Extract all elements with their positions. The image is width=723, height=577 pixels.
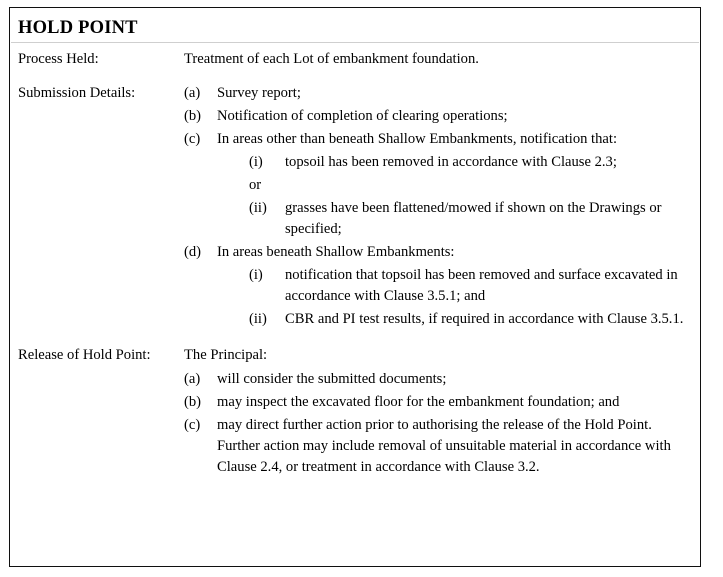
sublist-d: [217, 265, 686, 330]
row-value-process-held: [184, 49, 700, 70]
hold-point-content: [10, 49, 700, 480]
page-title: HOLD POINT: [18, 18, 138, 38]
sublist-item: [249, 265, 686, 307]
list-marker: (c): [184, 417, 201, 433]
row-process-held: [10, 49, 700, 70]
sublist-c-cont: [217, 198, 686, 240]
hold-point-box-inner: [10, 8, 700, 566]
sublist-item-text: topsoil has been removed in accordance with Clause 2.3;: [285, 154, 617, 170]
row-label-process-held: Process Held:: [18, 51, 99, 67]
list-marker: (c): [184, 131, 201, 147]
list-item: [184, 242, 686, 330]
sublist-c: [217, 152, 686, 173]
list-item: [184, 106, 686, 127]
list-item: [184, 369, 686, 390]
sublist-item-text: grasses have been flattened/mowed if shown on the Drawings or specified;: [285, 200, 662, 237]
hold-point-box: [9, 7, 701, 567]
sublist-item: [249, 152, 686, 173]
sublist-item-text: notification that topsoil has been removed and surface excavated in accordance with Clause 3.5.1; and: [285, 267, 678, 304]
sublist-marker: (ii): [249, 311, 267, 327]
list-item-text: In areas beneath Shallow Embankments:: [217, 244, 455, 260]
list-item-text: In areas other than beneath Shallow Embankments, notification that:: [217, 131, 617, 147]
list-item-text: Survey report;: [217, 85, 301, 101]
list-item-text: may direct further action prior to authorising the release of the Hold Point. Further action may include removal of unsuitable material in accordance with Clause 2.4, or treatment in accordance with Clause 3.2.: [217, 417, 671, 475]
list-item: [184, 415, 686, 478]
list-item-text: may inspect the excavated floor for the embankment foundation; and: [217, 394, 620, 410]
process-held-text: Treatment of each Lot of embankment foundation.: [184, 51, 479, 67]
list-item: [184, 129, 686, 240]
row-label-release-of-hold-point: Release of Hold Point:: [18, 347, 151, 363]
list-marker: (b): [184, 394, 202, 410]
row-release-of-hold-point: [10, 345, 700, 480]
release-list: [184, 369, 686, 478]
sublist-item: [249, 198, 686, 240]
row-submission-details: [10, 83, 700, 332]
row-label-submission-details: Submission Details:: [18, 85, 136, 101]
sublist-marker: (i): [249, 154, 263, 170]
sublist-item-text: CBR and PI test results, if required in accordance with Clause 3.5.1.: [285, 311, 684, 327]
title-divider: [11, 42, 699, 43]
sublist-item: [249, 309, 686, 330]
list-item: [184, 83, 686, 104]
row-value-release-of-hold-point: [184, 345, 700, 480]
list-item-text: will consider the submitted documents;: [217, 371, 447, 387]
sublist-marker: (i): [249, 267, 263, 283]
list-marker: (d): [184, 244, 202, 260]
list-item-text: Notification of completion of clearing operations;: [217, 108, 508, 124]
list-marker: (b): [184, 108, 202, 124]
list-marker: (a): [184, 371, 201, 387]
list-item: [184, 392, 686, 413]
submission-details-list: [184, 83, 686, 330]
row-value-submission-details: [184, 83, 700, 332]
sublist-conjunction: or: [249, 177, 262, 193]
release-intro-text: The Principal:: [184, 347, 268, 363]
sublist-marker: (ii): [249, 200, 267, 216]
list-marker: (a): [184, 85, 201, 101]
